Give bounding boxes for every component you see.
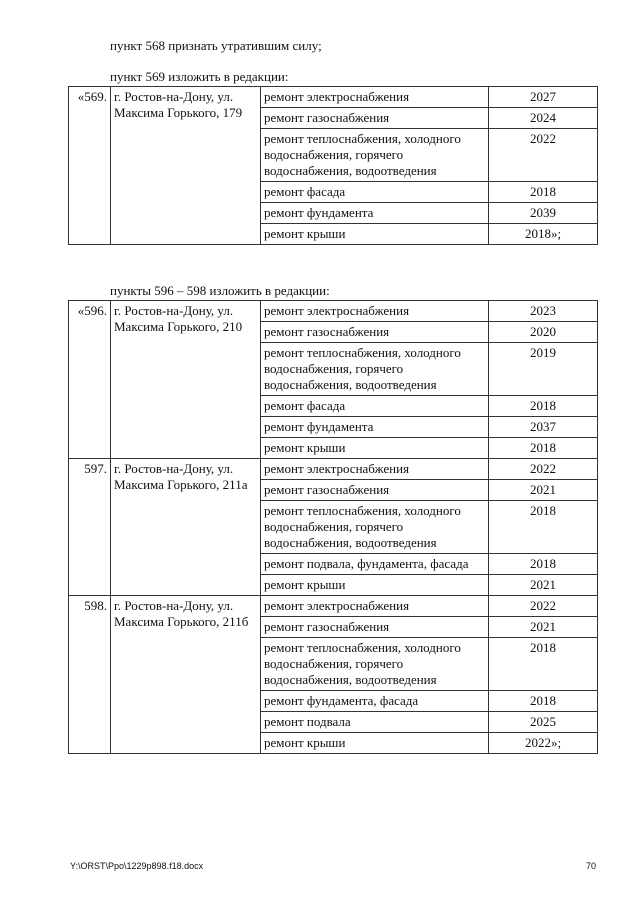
work-type: ремонт электроснабжения	[261, 459, 489, 480]
work-year: 2018	[489, 438, 598, 459]
work-type: ремонт фасада	[261, 396, 489, 417]
work-type: ремонт теплоснабжения, холодного водоснабжения, горячего водоснабжения, водоотведения	[261, 343, 489, 396]
work-type: ремонт крыши	[261, 438, 489, 459]
work-year: 2023	[489, 301, 598, 322]
work-year: 2018»;	[489, 224, 598, 245]
work-year: 2021	[489, 617, 598, 638]
work-type: ремонт фундамента	[261, 203, 489, 224]
work-year: 2027	[489, 87, 598, 108]
entry-number: 598.	[69, 596, 111, 754]
work-year: 2021	[489, 480, 598, 501]
work-year: 2022»;	[489, 733, 598, 754]
entry-number: «569.	[69, 87, 111, 245]
work-year: 2019	[489, 343, 598, 396]
work-year: 2018	[489, 396, 598, 417]
work-row	[69, 596, 598, 617]
work-type: ремонт газоснабжения	[261, 617, 489, 638]
work-row	[69, 459, 598, 480]
work-row	[69, 301, 598, 322]
work-row	[69, 87, 598, 108]
work-year: 2022	[489, 129, 598, 182]
work-year: 2039	[489, 203, 598, 224]
work-type: ремонт электроснабжения	[261, 87, 489, 108]
entry-address: г. Ростов-на-Дону, ул. Максима Горького, 211б	[111, 596, 261, 754]
work-year: 2022	[489, 459, 598, 480]
work-type: ремонт электроснабжения	[261, 301, 489, 322]
work-type: ремонт газоснабжения	[261, 322, 489, 343]
work-type: ремонт газоснабжения	[261, 108, 489, 129]
work-type: ремонт газоснабжения	[261, 480, 489, 501]
register-table-569	[68, 86, 598, 245]
work-year: 2037	[489, 417, 598, 438]
work-type: ремонт подвала, фундамента, фасада	[261, 554, 489, 575]
work-year: 2022	[489, 596, 598, 617]
work-year: 2018	[489, 182, 598, 203]
entry-address: г. Ростов-на-Дону, ул. Максима Горького, 179	[111, 87, 261, 245]
page-number: 70	[585, 861, 596, 871]
entry-address: г. Ростов-на-Дону, ул. Максима Горького, 210	[111, 301, 261, 459]
work-type: ремонт крыши	[261, 224, 489, 245]
work-year: 2018	[489, 554, 598, 575]
work-type: ремонт фундамента	[261, 417, 489, 438]
paragraph-items-596-598: пункты 596 – 598 изложить в редакции:	[110, 283, 330, 298]
work-type: ремонт электроснабжения	[261, 596, 489, 617]
paragraph-item-568: пункт 568 признать утратившим силу;	[110, 38, 322, 53]
work-year: 2020	[489, 322, 598, 343]
work-type: ремонт крыши	[261, 733, 489, 754]
work-type: ремонт теплоснабжения, холодного водоснабжения, горячего водоснабжения, водоотведения	[261, 129, 489, 182]
entry-address: г. Ростов-на-Дону, ул. Максима Горького, 211а	[111, 459, 261, 596]
work-type: ремонт фасада	[261, 182, 489, 203]
entry-number: «596.	[69, 301, 111, 459]
register-table-596-598	[68, 300, 598, 754]
work-year: 2025	[489, 712, 598, 733]
work-year: 2024	[489, 108, 598, 129]
work-year: 2018	[489, 691, 598, 712]
work-year: 2021	[489, 575, 598, 596]
paragraph-item-569: пункт 569 изложить в редакции:	[110, 69, 289, 84]
work-type: ремонт фундамента, фасада	[261, 691, 489, 712]
footer-file-path: Y:\ORST\Ppo\1229p898.f18.docx	[70, 861, 204, 871]
work-year: 2018	[489, 501, 598, 554]
entry-number: 597.	[69, 459, 111, 596]
work-type: ремонт крыши	[261, 575, 489, 596]
work-year: 2018	[489, 638, 598, 691]
work-type: ремонт подвала	[261, 712, 489, 733]
work-type: ремонт теплоснабжения, холодного водоснабжения, горячего водоснабжения, водоотведения	[261, 638, 489, 691]
work-type: ремонт теплоснабжения, холодного водоснабжения, горячего водоснабжения, водоотведения	[261, 501, 489, 554]
